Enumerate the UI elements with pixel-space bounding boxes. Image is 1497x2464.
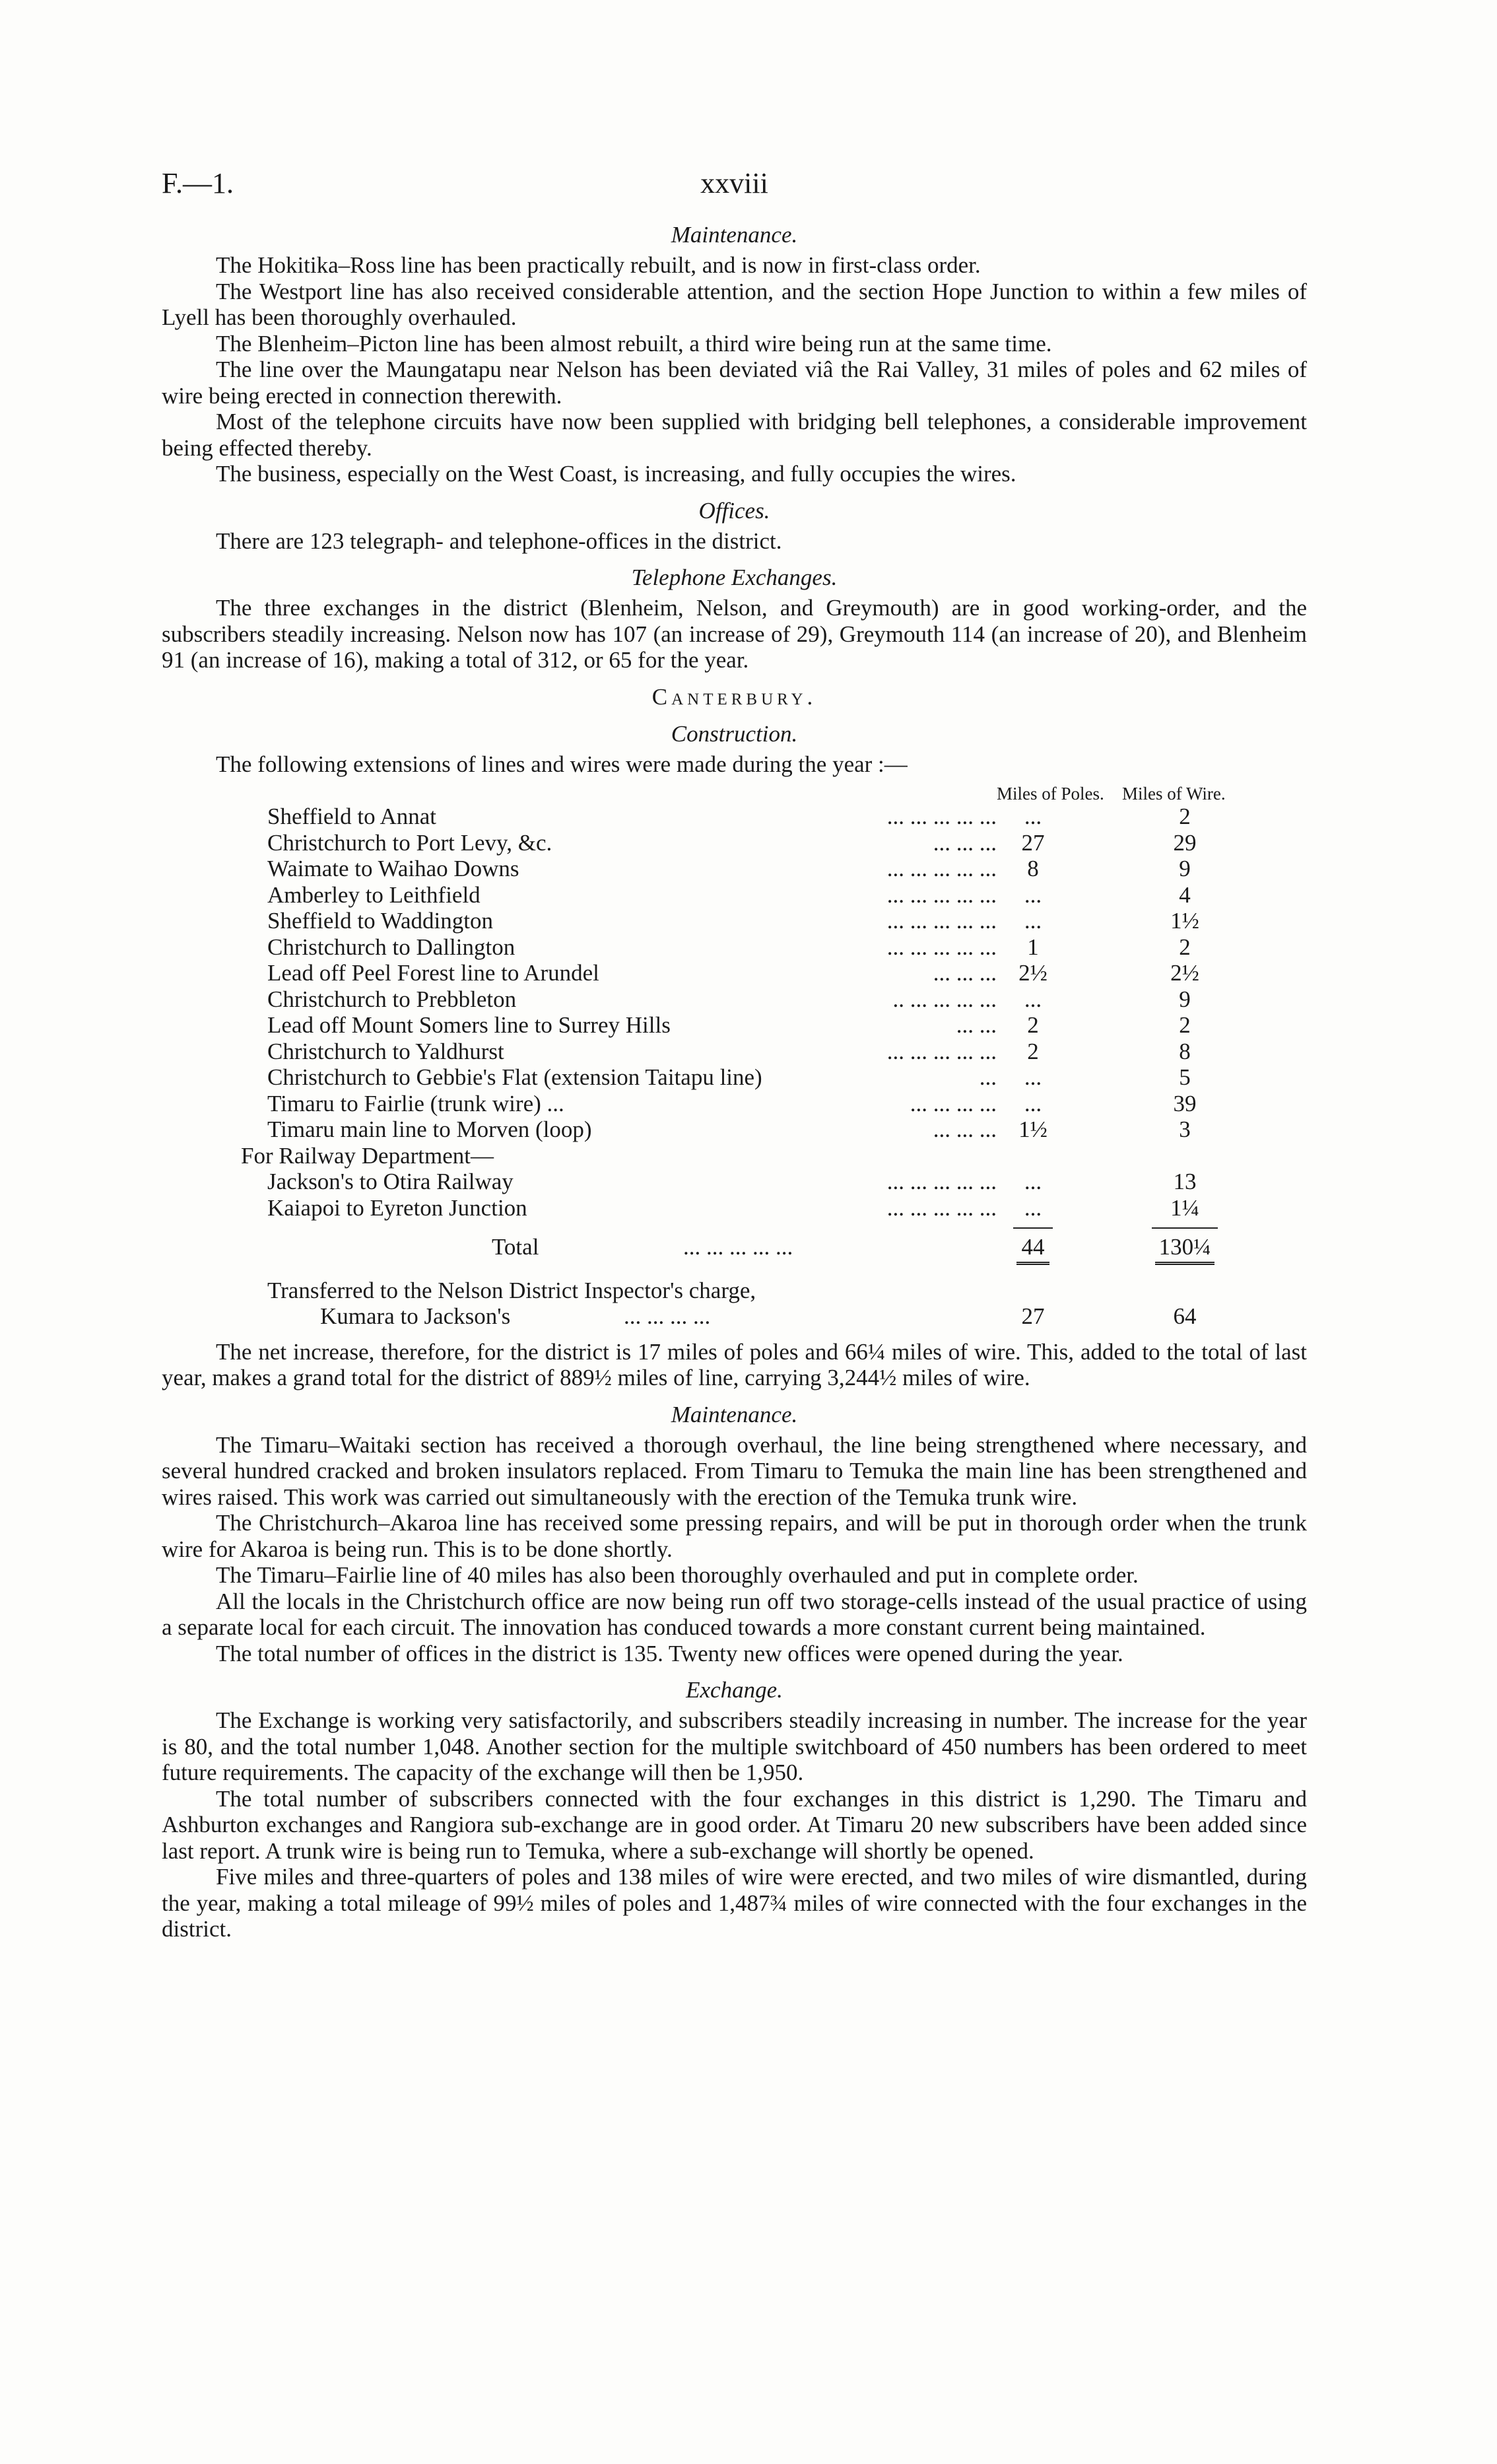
miles-of-poles-cell: 2½ bbox=[1018, 960, 1048, 986]
miles-of-poles-cell: ... bbox=[1024, 1090, 1042, 1116]
table-row bbox=[162, 908, 1307, 934]
page-number: xxviii bbox=[700, 167, 768, 199]
extensions-table bbox=[162, 777, 1307, 1330]
miles-of-wire-cell: 2 bbox=[1179, 804, 1191, 829]
total-label: Total bbox=[492, 1234, 539, 1260]
table-row bbox=[162, 856, 1307, 882]
table-row bbox=[162, 960, 1307, 986]
leader-dots: ... ... ... ... ... bbox=[886, 881, 997, 908]
miles-of-poles-cell: ... bbox=[1024, 804, 1042, 829]
paragraph: The Westport line has also received considerable attention, and the section Hope Junction to within a few miles of Lyell has been thoroughly overhauled. bbox=[162, 278, 1307, 330]
table-row bbox=[162, 934, 1307, 961]
table-column-headers bbox=[162, 777, 1307, 804]
row-label: Waimate to Waihao Downs bbox=[267, 856, 519, 881]
paragraph: The net increase, therefore, for the district is 17 miles of poles and 66¼ miles of wire. This, added to the total of last year, makes a grand total for the district of 889½ miles of line, carrying 3,244½ miles of wire. bbox=[162, 1338, 1307, 1390]
table-row bbox=[162, 986, 1307, 1013]
miles-of-poles-cell: ... bbox=[1024, 1194, 1042, 1221]
leader-dots: ... ... ... ... ... bbox=[886, 1038, 997, 1064]
table-row bbox=[162, 1116, 1307, 1143]
double-rule bbox=[1016, 1262, 1049, 1268]
page-header bbox=[162, 152, 1307, 211]
miles-of-poles-cell: ... bbox=[1024, 986, 1042, 1012]
leader-dots: ... ... ... ... ... bbox=[886, 934, 997, 960]
miles-of-wire-cell: 9 bbox=[1179, 986, 1191, 1012]
section-heading-exchange: Exchange. bbox=[686, 1677, 783, 1703]
row-label: Christchurch to Yaldhurst bbox=[267, 1038, 504, 1064]
row-label: Timaru main line to Morven (loop) bbox=[267, 1116, 592, 1142]
paragraph: There are 123 telegraph- and telephone-offices in the district. bbox=[216, 528, 782, 554]
table-row bbox=[162, 1012, 1307, 1039]
miles-of-poles-cell: 8 bbox=[1027, 856, 1039, 881]
section-heading-construction: Construction. bbox=[671, 720, 798, 747]
table-row bbox=[162, 882, 1307, 908]
paragraph: The Hokitika–Ross line has been practically rebuilt, and is now in first-class order. bbox=[216, 252, 981, 278]
miles-of-poles-cell: ... bbox=[1024, 881, 1042, 908]
leader-dots: ... ... ... ... ... bbox=[886, 804, 997, 829]
leader-dots: ... ... ... ... ... bbox=[886, 1194, 997, 1221]
column-header-poles: Miles of Poles. bbox=[997, 784, 1104, 804]
miles-of-wire-cell: 39 bbox=[1173, 1090, 1197, 1116]
miles-of-wire-cell: 4 bbox=[1179, 881, 1191, 908]
table-row bbox=[162, 1039, 1307, 1065]
table-group-label-row bbox=[162, 1143, 1307, 1169]
paragraph: The Exchange is working very satisfactorily, and subscribers steadily increasing in number. The increase for the year is 80, and the total number 1,048. Another section for the multiple switchboard of 450 numbers has been ordered to meet future requirements. The capacity of the exchange will then be 1,950. bbox=[162, 1707, 1307, 1785]
paragraph: The Timaru–Waitaki section has received a thorough overhaul, the line being strengthened where necessary, and several hundred cracked and broken insulators replaced. From Timaru to Temuka the main line has been strengthened and wires raised. This work was carried out simultaneously with the erection of the Temuka trunk wire. bbox=[162, 1431, 1307, 1510]
transfer-wire: 64 bbox=[1173, 1303, 1197, 1329]
section-heading-offices: Offices. bbox=[698, 497, 770, 524]
miles-of-wire-cell: 2 bbox=[1179, 934, 1191, 960]
miles-of-wire-cell: 1¼ bbox=[1170, 1194, 1199, 1221]
leader-dots: ... ... ... ... bbox=[624, 1303, 711, 1329]
leader-dots: ... ... ... ... ... bbox=[683, 1234, 793, 1260]
leader-dots: ... ... bbox=[956, 1012, 997, 1038]
paragraph: All the locals in the Christchurch office are now being run off two storage-cells instead of the usual practice of using a separate local for each circuit. The innovation has conduced towards a more constant current being maintained. bbox=[162, 1588, 1307, 1640]
row-label: Christchurch to Prebbleton bbox=[267, 986, 517, 1012]
transfer-label: Transferred to the Nelson District Inspector's charge, bbox=[267, 1277, 756, 1303]
leader-dots: ... ... ... ... ... bbox=[886, 856, 997, 881]
miles-of-wire-cell: 3 bbox=[1179, 1116, 1191, 1142]
row-label: Kaiapoi to Eyreton Junction bbox=[267, 1194, 527, 1221]
miles-of-wire-cell: 9 bbox=[1179, 856, 1191, 881]
double-rule bbox=[1155, 1262, 1214, 1268]
district-heading-canterbury: Canterbury. bbox=[651, 683, 817, 710]
table-row bbox=[162, 1195, 1307, 1221]
paragraph: Most of the telephone circuits have now been supplied with bridging bell telephones, a considerable improvement being effected thereby. bbox=[162, 409, 1307, 461]
miles-of-wire-cell: 5 bbox=[1179, 1064, 1191, 1090]
miles-of-wire-cell: 13 bbox=[1173, 1169, 1197, 1194]
table-row bbox=[162, 1091, 1307, 1117]
miles-of-poles-cell: 2 bbox=[1027, 1012, 1039, 1038]
paragraph: The total number of offices in the district is 135. Twenty new offices were opened during the year. bbox=[216, 1640, 1123, 1666]
miles-of-poles-cell: 27 bbox=[1021, 829, 1045, 856]
transfer-label: Kumara to Jackson's bbox=[320, 1303, 511, 1329]
row-label: Sheffield to Annat bbox=[267, 804, 436, 829]
miles-of-poles-cell: 1 bbox=[1027, 934, 1039, 960]
leader-dots: ... ... ... bbox=[933, 829, 997, 856]
section-heading-maintenance: Maintenance. bbox=[671, 1401, 798, 1427]
total-double-rules bbox=[162, 1260, 1307, 1278]
leader-dots: ... ... ... ... bbox=[910, 1090, 997, 1116]
table-total-row bbox=[162, 1234, 1307, 1260]
total-wire: 130¼ bbox=[1158, 1234, 1211, 1260]
document-page bbox=[162, 152, 1307, 1942]
leader-dots: .. ... ... ... ... bbox=[892, 986, 997, 1012]
miles-of-poles-cell: ... bbox=[1024, 1064, 1042, 1090]
report-reference: F.—1. bbox=[162, 167, 234, 199]
miles-of-poles-cell: ... bbox=[1024, 1169, 1042, 1194]
table-row bbox=[162, 1169, 1307, 1195]
paragraph: The Timaru–Fairlie line of 40 miles has also been thoroughly overhauled and put in complete order. bbox=[216, 1562, 1139, 1588]
leader-dots: ... ... ... bbox=[933, 1116, 997, 1142]
leader-dots: ... ... ... ... ... bbox=[886, 908, 997, 934]
paragraph: The line over the Maungatapu near Nelson has been deviated viâ the Rai Valley, 31 miles of poles and 62 miles of wire being erected in connection therewith. bbox=[162, 357, 1307, 409]
row-label: Christchurch to Gebbie's Flat (extension Taitapu line) bbox=[267, 1064, 762, 1090]
row-label: Lead off Mount Somers line to Surrey Hills bbox=[267, 1012, 671, 1038]
column-header-wire: Miles of Wire. bbox=[1122, 784, 1226, 804]
row-label: Christchurch to Dallington bbox=[267, 934, 516, 960]
table-row bbox=[162, 804, 1307, 830]
total-rules bbox=[162, 1221, 1307, 1234]
miles-of-wire-cell: 29 bbox=[1173, 829, 1197, 856]
row-label: Jackson's to Otira Railway bbox=[267, 1169, 514, 1194]
section-heading-maintenance: Maintenance. bbox=[671, 222, 798, 248]
transfer-poles: 27 bbox=[1021, 1303, 1045, 1329]
miles-of-wire-cell: 2½ bbox=[1170, 960, 1199, 986]
section-heading-telephone-exchanges: Telephone Exchanges. bbox=[631, 565, 838, 590]
group-label: For Railway Department— bbox=[241, 1142, 494, 1169]
table-row bbox=[162, 830, 1307, 856]
miles-of-wire-cell: 2 bbox=[1179, 1012, 1191, 1038]
row-label: Amberley to Leithfield bbox=[267, 881, 481, 908]
miles-of-poles-cell: 1½ bbox=[1018, 1116, 1048, 1142]
rule bbox=[1013, 1227, 1053, 1229]
leader-dots: ... ... ... bbox=[933, 960, 997, 986]
paragraph: Five miles and three-quarters of poles and 138 miles of wire were erected, and two miles of wire dismantled, during the year, making a total mileage of 99½ miles of poles and 1,487¾ miles of wire connected with the four exchanges in the district. bbox=[162, 1864, 1307, 1942]
row-label: Timaru to Fairlie (trunk wire) ... bbox=[267, 1090, 564, 1116]
miles-of-poles-cell: ... bbox=[1024, 908, 1042, 934]
miles-of-wire-cell: 8 bbox=[1179, 1038, 1191, 1064]
paragraph: The three exchanges in the district (Blenheim, Nelson, and Greymouth) are in good working-order, and the subscribers steadily increasing. Nelson now has 107 (an increase of 29), Greymouth 114 (an increase of 20), and Blenheim 91 (an increase of 16), making a total of 312, or 65 for the year. bbox=[162, 595, 1307, 673]
table-intro: The following extensions of lines and wires were made during the year :— bbox=[216, 751, 908, 777]
paragraph: The Christchurch–Akaroa line has received some pressing repairs, and will be put in thorough order when the trunk wire for Akaroa is being run. This is to be done shortly. bbox=[162, 1510, 1307, 1562]
leader-dots: ... ... ... ... ... bbox=[886, 1169, 997, 1194]
row-label: Lead off Peel Forest line to Arundel bbox=[267, 960, 599, 986]
paragraph: The total number of subscribers connected with the four exchanges in this district is 1,290. The Timaru and Ashburton exchanges and Rangiora sub-exchange are in good order. At Timaru 20 new subscribers have been added since last report. A trunk wire is being run to Temuka, where a sub-exchange will shortly be opened. bbox=[162, 1785, 1307, 1864]
row-label: Sheffield to Waddington bbox=[267, 908, 493, 934]
transfer-row-1 bbox=[162, 1278, 1307, 1304]
miles-of-poles-cell: 2 bbox=[1027, 1038, 1039, 1064]
rule bbox=[1152, 1227, 1218, 1229]
transfer-row-2 bbox=[162, 1303, 1307, 1330]
miles-of-wire-cell: 1½ bbox=[1170, 908, 1199, 934]
total-poles: 44 bbox=[1021, 1234, 1045, 1260]
row-label: Christchurch to Port Levy, &c. bbox=[267, 829, 552, 856]
paragraph: The business, especially on the West Coast, is increasing, and fully occupies the wires. bbox=[216, 461, 1016, 487]
table-row bbox=[162, 1064, 1307, 1091]
paragraph: The Blenheim–Picton line has been almost rebuilt, a third wire being run at the same time. bbox=[216, 330, 1052, 357]
leader-dots: ... bbox=[979, 1064, 997, 1090]
